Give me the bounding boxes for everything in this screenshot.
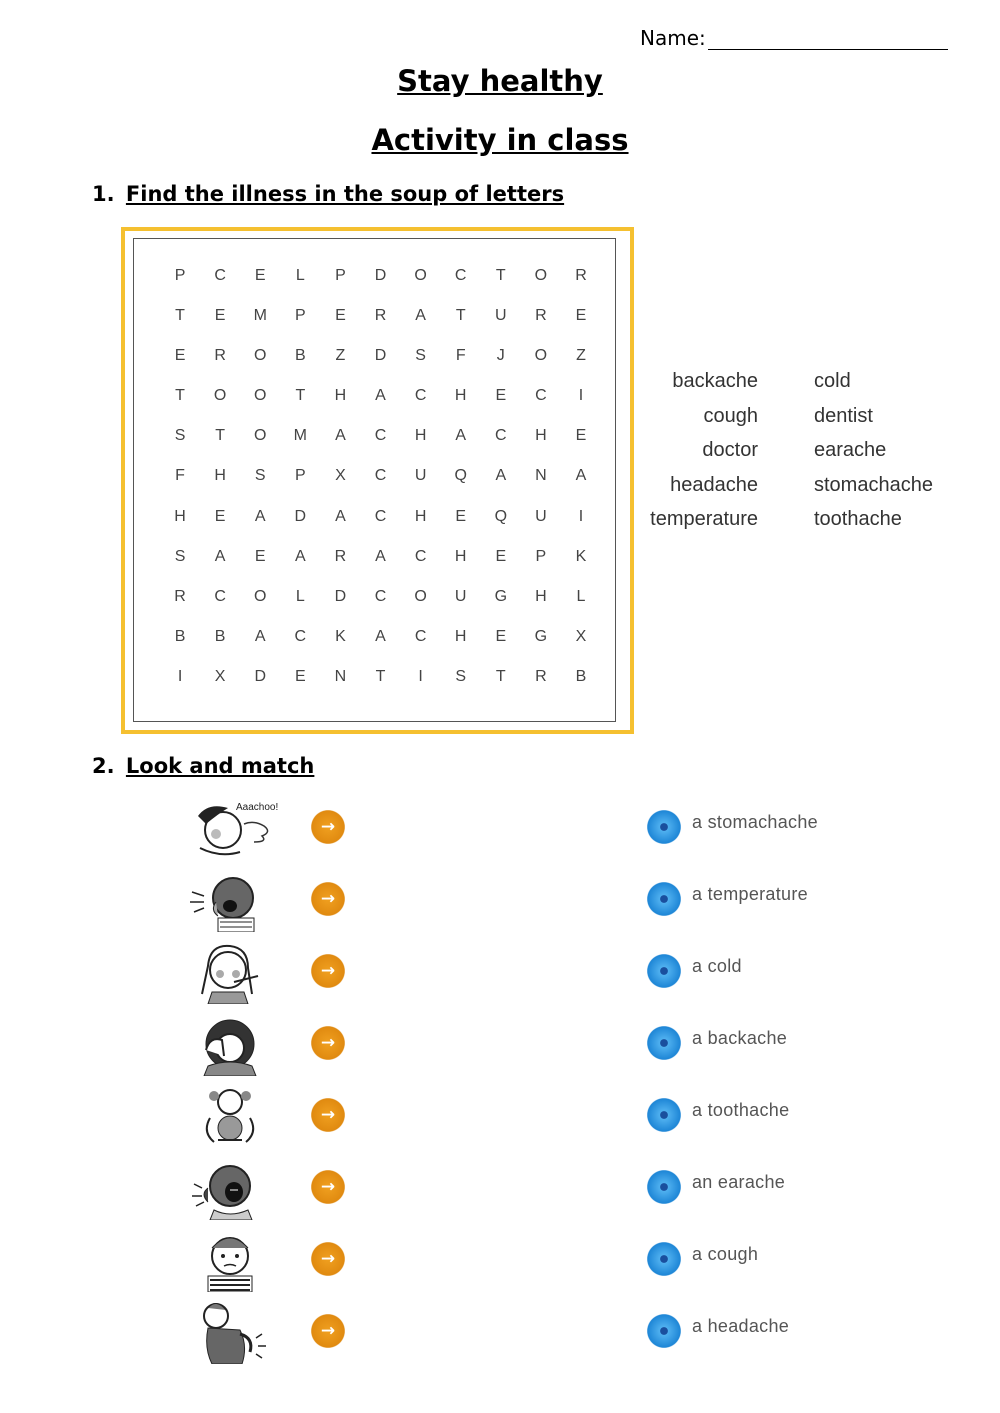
name-field[interactable]: [640, 26, 948, 50]
grid-letter[interactable]: U: [414, 467, 427, 485]
grid-letter[interactable]: F: [175, 467, 185, 485]
grid-letter[interactable]: O: [414, 587, 427, 605]
grid-letter[interactable]: U: [535, 507, 547, 525]
arrow-right-icon[interactable]: →: [307, 950, 349, 992]
match-row: [0, 942, 1000, 1014]
grid-letter[interactable]: A: [415, 307, 426, 325]
word-list-item: doctor: [702, 439, 758, 462]
section-2-number: 2.: [92, 754, 115, 778]
page-title: Stay healthy: [397, 64, 603, 98]
match-option-label: a backache: [692, 1028, 788, 1048]
section-2-heading: [92, 754, 314, 778]
grid-letter[interactable]: P: [174, 267, 186, 284]
sneezing-child-picture: [178, 794, 280, 860]
word-list-item: cough: [703, 404, 758, 427]
arrow-right-icon[interactable]: →: [307, 1094, 349, 1136]
grid-letter[interactable]: U: [495, 307, 507, 325]
grid-letter[interactable]: E: [495, 627, 507, 645]
grid-letter[interactable]: D: [374, 347, 387, 365]
grid-letter[interactable]: X: [214, 667, 226, 685]
target-circle-icon[interactable]: [643, 950, 685, 992]
grid-letter[interactable]: G: [534, 627, 548, 645]
word-list-item: headache: [670, 473, 758, 496]
grid-letter[interactable]: Z: [576, 347, 586, 365]
grid-letter[interactable]: C: [535, 387, 547, 405]
grid-letter[interactable]: I: [418, 667, 423, 685]
grid-letter[interactable]: N: [334, 667, 347, 685]
word-list-item: stomachache: [814, 473, 933, 496]
grid-letter[interactable]: C: [374, 587, 387, 605]
grid-letter[interactable]: Q: [454, 467, 467, 485]
grid-letter[interactable]: U: [454, 587, 467, 605]
grid-letter[interactable]: L: [576, 587, 586, 605]
word-list-item: dentist: [814, 404, 873, 427]
match-option-label: a temperature: [692, 884, 808, 904]
match-row: [0, 798, 1000, 870]
name-underline: [708, 29, 948, 50]
grid-letter[interactable]: R: [174, 587, 186, 605]
target-circle-icon[interactable]: [643, 878, 685, 920]
match-option-label: a stomachache: [692, 812, 818, 832]
grid-letter[interactable]: C: [214, 587, 226, 605]
grid-letter[interactable]: S: [415, 347, 426, 365]
grid-letter[interactable]: H: [454, 627, 467, 645]
girl-holding-head-picture: [178, 1010, 280, 1076]
grid-letter[interactable]: T: [375, 667, 386, 685]
grid-letter[interactable]: H: [454, 387, 467, 405]
grid-letter[interactable]: H: [454, 547, 467, 565]
word-list-item: earache: [814, 439, 887, 462]
grid-letter[interactable]: E: [294, 667, 306, 685]
grid-letter[interactable]: A: [575, 467, 587, 485]
grid-letter[interactable]: C: [214, 267, 226, 284]
grid-letter[interactable]: S: [174, 547, 186, 565]
match-option-label: a headache: [692, 1316, 790, 1336]
grid-letter[interactable]: H: [414, 507, 427, 525]
svg-text:Aaachoo!: Aaachoo!: [236, 802, 279, 813]
word-list-item: temperature: [650, 508, 758, 531]
grid-letter[interactable]: D: [294, 507, 307, 525]
grid-letter[interactable]: C: [414, 387, 427, 405]
grid-letter[interactable]: C: [414, 627, 427, 645]
grid-letter[interactable]: O: [254, 387, 267, 405]
grid-letter[interactable]: A: [375, 387, 386, 405]
grid-letter[interactable]: E: [214, 307, 226, 325]
grid-letter[interactable]: X: [575, 627, 587, 645]
yawning-boy-with-toothache-picture: [178, 866, 280, 932]
target-circle-icon[interactable]: [643, 1238, 685, 1280]
match-row: [0, 1014, 1000, 1086]
grid-letter[interactable]: A: [375, 627, 386, 645]
grid-letter[interactable]: B: [174, 627, 186, 645]
boy-with-worried-face-picture: [178, 1226, 280, 1292]
grid-letter[interactable]: O: [534, 267, 548, 284]
girl-with-thermometer-picture: [178, 938, 280, 1004]
match-row: [0, 1230, 1000, 1302]
grid-letter[interactable]: D: [254, 667, 267, 685]
grid-letter[interactable]: R: [214, 347, 226, 365]
grid-letter[interactable]: S: [254, 467, 266, 485]
grid-letter[interactable]: T: [495, 667, 506, 685]
target-circle-icon[interactable]: [643, 806, 685, 848]
grid-letter[interactable]: A: [375, 547, 386, 565]
arrow-right-icon[interactable]: →: [307, 1310, 349, 1352]
match-option-label: an earache: [692, 1172, 786, 1192]
grid-letter[interactable]: C: [374, 507, 387, 525]
section-1-heading: [92, 182, 564, 206]
grid-letter[interactable]: B: [575, 667, 587, 685]
grid-letter[interactable]: M: [293, 427, 307, 445]
grid-letter[interactable]: P: [335, 267, 346, 284]
grid-letter[interactable]: C: [294, 627, 307, 645]
grid-letter[interactable]: P: [294, 307, 306, 325]
grid-letter[interactable]: M: [253, 307, 267, 325]
grid-letter[interactable]: D: [374, 267, 387, 284]
grid-letter[interactable]: E: [335, 307, 346, 325]
grid-letter[interactable]: E: [214, 507, 226, 525]
match-option-label: a toothache: [692, 1100, 790, 1120]
target-circle-icon[interactable]: [643, 1166, 685, 1208]
grid-letter[interactable]: O: [213, 387, 227, 405]
grid-letter[interactable]: T: [455, 307, 466, 325]
grid-letter[interactable]: Z: [335, 347, 346, 365]
grid-letter[interactable]: I: [578, 507, 584, 525]
grid-letter[interactable]: H: [535, 587, 547, 605]
word-list-right: [814, 364, 933, 537]
grid-letter[interactable]: I: [177, 667, 183, 685]
grid-letter[interactable]: E: [495, 387, 507, 405]
target-circle-icon[interactable]: [643, 1094, 685, 1136]
grid-letter[interactable]: O: [534, 347, 548, 365]
grid-letter[interactable]: H: [334, 387, 347, 405]
word-list-left: [640, 364, 758, 537]
grid-letter[interactable]: O: [254, 347, 267, 365]
grid-letter[interactable]: C: [374, 467, 387, 485]
page-subtitle: Activity in class: [371, 123, 629, 157]
name-label: Name:: [640, 26, 706, 50]
grid-letter[interactable]: R: [334, 547, 347, 565]
grid-letter[interactable]: D: [334, 587, 347, 605]
person-holding-back-picture: [178, 1298, 280, 1364]
grid-letter[interactable]: E: [455, 507, 467, 525]
word-search-box: [133, 238, 616, 722]
arrow-right-icon[interactable]: →: [307, 878, 349, 920]
grid-letter[interactable]: J: [496, 347, 505, 365]
grid-letter[interactable]: O: [414, 267, 427, 284]
grid-letter[interactable]: H: [214, 467, 226, 485]
grid-letter[interactable]: G: [494, 587, 508, 605]
grid-letter[interactable]: T: [495, 267, 506, 284]
grid-letter[interactable]: I: [578, 387, 584, 405]
grid-letter[interactable]: A: [335, 507, 346, 525]
grid-letter[interactable]: B: [294, 347, 306, 365]
grid-letter[interactable]: R: [575, 267, 587, 284]
grid-letter[interactable]: S: [455, 667, 467, 685]
grid-letter[interactable]: T: [175, 307, 185, 325]
grid-letter[interactable]: L: [295, 587, 305, 605]
grid-letter[interactable]: C: [374, 427, 387, 445]
grid-letter[interactable]: A: [254, 627, 266, 645]
arrow-right-icon[interactable]: →: [307, 1166, 349, 1208]
child-holding-stomach-picture: [178, 1082, 280, 1148]
grid-letter[interactable]: H: [535, 427, 547, 445]
grid-letter[interactable]: A: [294, 547, 306, 565]
grid-letter[interactable]: K: [575, 547, 587, 565]
grid-letter[interactable]: K: [335, 627, 346, 645]
grid-letter[interactable]: B: [214, 627, 226, 645]
match-option-label: a cough: [692, 1244, 759, 1264]
arrow-right-icon[interactable]: →: [307, 1022, 349, 1064]
grid-letter[interactable]: H: [414, 427, 427, 445]
grid-letter[interactable]: A: [214, 547, 226, 565]
grid-letter[interactable]: S: [174, 427, 186, 445]
grid-letter[interactable]: E: [254, 547, 266, 565]
section-1-number: 1.: [92, 182, 115, 206]
arrow-right-icon[interactable]: →: [307, 1238, 349, 1280]
grid-letter[interactable]: L: [295, 267, 305, 284]
section-1-label: Find the illness in the soup of letters: [125, 182, 565, 206]
grid-letter[interactable]: C: [414, 547, 427, 565]
word-list-item: backache: [672, 370, 758, 392]
grid-letter[interactable]: E: [495, 547, 507, 565]
word-search-frame: [121, 227, 634, 734]
word-list-item: cold: [814, 370, 851, 392]
word-list-item: toothache: [814, 508, 902, 531]
grid-letter[interactable]: E: [575, 307, 587, 325]
grid-letter[interactable]: R: [374, 307, 387, 325]
grid-letter[interactable]: Q: [494, 507, 508, 525]
grid-letter[interactable]: A: [455, 427, 467, 445]
grid-letter[interactable]: T: [215, 427, 226, 445]
word-search-grid[interactable]: [160, 267, 601, 708]
match-row: [0, 1086, 1000, 1158]
grid-letter[interactable]: A: [335, 427, 346, 445]
grid-letter[interactable]: H: [174, 507, 186, 525]
grid-letter[interactable]: R: [535, 307, 547, 325]
grid-letter[interactable]: A: [495, 467, 507, 485]
grid-letter[interactable]: X: [335, 467, 346, 485]
target-circle-icon[interactable]: [643, 1310, 685, 1352]
grid-letter[interactable]: C: [495, 427, 507, 445]
arrow-right-icon[interactable]: →: [307, 806, 349, 848]
grid-letter[interactable]: O: [254, 427, 267, 445]
grid-letter[interactable]: P: [535, 547, 547, 565]
section-2-label: Look and match: [125, 754, 315, 778]
match-option-label: a cold: [692, 956, 742, 976]
grid-letter[interactable]: T: [175, 387, 185, 405]
boy-shouting-earache-picture: [178, 1154, 280, 1220]
grid-letter[interactable]: A: [254, 507, 266, 525]
grid-letter[interactable]: O: [254, 587, 267, 605]
grid-letter[interactable]: E: [254, 267, 266, 284]
match-row: [0, 870, 1000, 942]
grid-letter[interactable]: F: [455, 347, 466, 365]
grid-letter[interactable]: C: [454, 267, 467, 284]
grid-letter[interactable]: T: [295, 387, 306, 405]
match-row: [0, 1158, 1000, 1230]
grid-letter[interactable]: R: [535, 667, 547, 685]
grid-letter[interactable]: E: [575, 427, 587, 445]
target-circle-icon[interactable]: [643, 1022, 685, 1064]
grid-letter[interactable]: E: [174, 347, 186, 365]
grid-letter[interactable]: N: [535, 467, 547, 485]
match-row: [0, 1302, 1000, 1374]
grid-letter[interactable]: P: [294, 467, 306, 485]
